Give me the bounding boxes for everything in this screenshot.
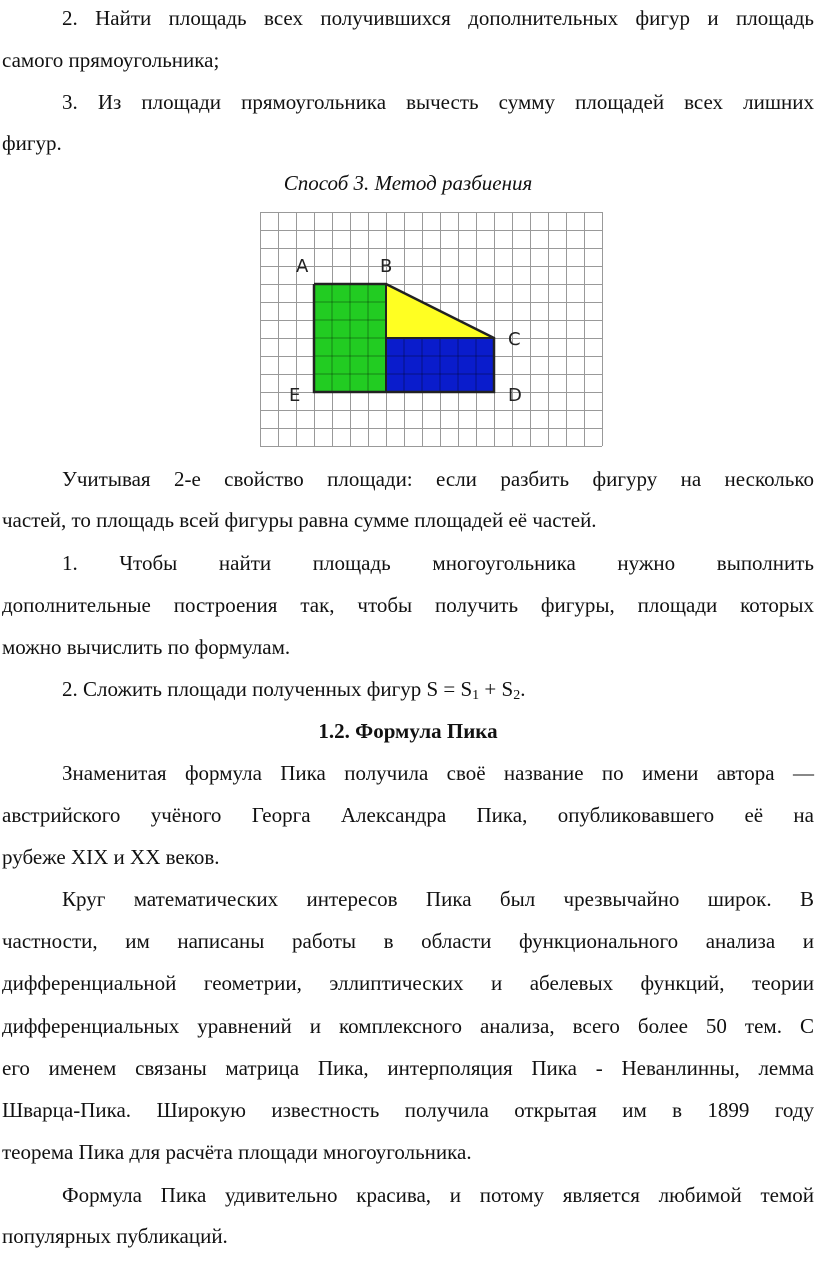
para2-line3: дифференциальной геометрии, эллиптических и абелевых функций, теории (2, 971, 814, 995)
item1-line3: можно вычислить по формулам. (2, 635, 291, 659)
label-B: B (380, 256, 393, 277)
item2-line: 2. Сложить площади полученных фигур $S = S_1 + S_2$. (62, 677, 526, 703)
item1-line1: 1. Чтобы найти площадь многоугольника нужно выполнить (62, 551, 814, 575)
para2-line1: Круг математических интересов Пика был чрезвычайно широк. В (62, 887, 814, 911)
para3-line1: Формула Пика удивительно красива, и потому является любимой темой (62, 1183, 814, 1207)
partition-figure (260, 212, 610, 452)
para2-line7: теорема Пика для расчёта площади многоугольника. (2, 1140, 472, 1164)
label-C: C (508, 329, 521, 350)
para1-line2: австрийского учёного Георга Александра Пика, опубликовавшего её на (2, 803, 814, 827)
para2-line4: дифференциальных уравнений и комплексного анализа, всего более 50 тем. С (2, 1014, 814, 1038)
label-E: E (289, 385, 301, 406)
step2-line1: 2. Найти площадь всех получившихся дополнительных фигур и площадь (62, 6, 814, 30)
para2-line6: Шварца-Пика. Широкую известность получила открытая им в 1899 году (2, 1098, 814, 1122)
property-line2: частей, то площадь всей фигуры равна сумме площадей её частей. (2, 508, 597, 532)
label-D: D (508, 385, 522, 406)
para2-line2: частности, им написаны работы в области функционального анализа и (2, 929, 814, 953)
label-A: A (296, 256, 309, 277)
para3-line2: популярных публикаций. (2, 1224, 228, 1248)
step3-line2: фигур. (2, 131, 62, 155)
para2-line5: его именем связаны матрица Пика, интерполяция Пика - Неванлинны, лемма (2, 1056, 814, 1080)
property-line1: Учитывая 2-е свойство площади: если разбить фигуру на несколько (62, 467, 814, 491)
step3-line1: 3. Из площади прямоугольника вычесть сумму площадей всех лишних (62, 90, 814, 114)
item1-line2: дополнительные построения так, чтобы получить фигуры, площади которых (2, 593, 814, 617)
section-title: 1.2. Формула Пика (318, 719, 498, 743)
method-caption: Способ 3. Метод разбиения (283, 171, 533, 195)
para1-line3: рубеже XIX и XX веков. (2, 845, 220, 869)
para1-line1: Знаменитая формула Пика получила своё название по имени автора — (62, 761, 814, 785)
step2-line2: самого прямоугольника; (2, 48, 220, 72)
